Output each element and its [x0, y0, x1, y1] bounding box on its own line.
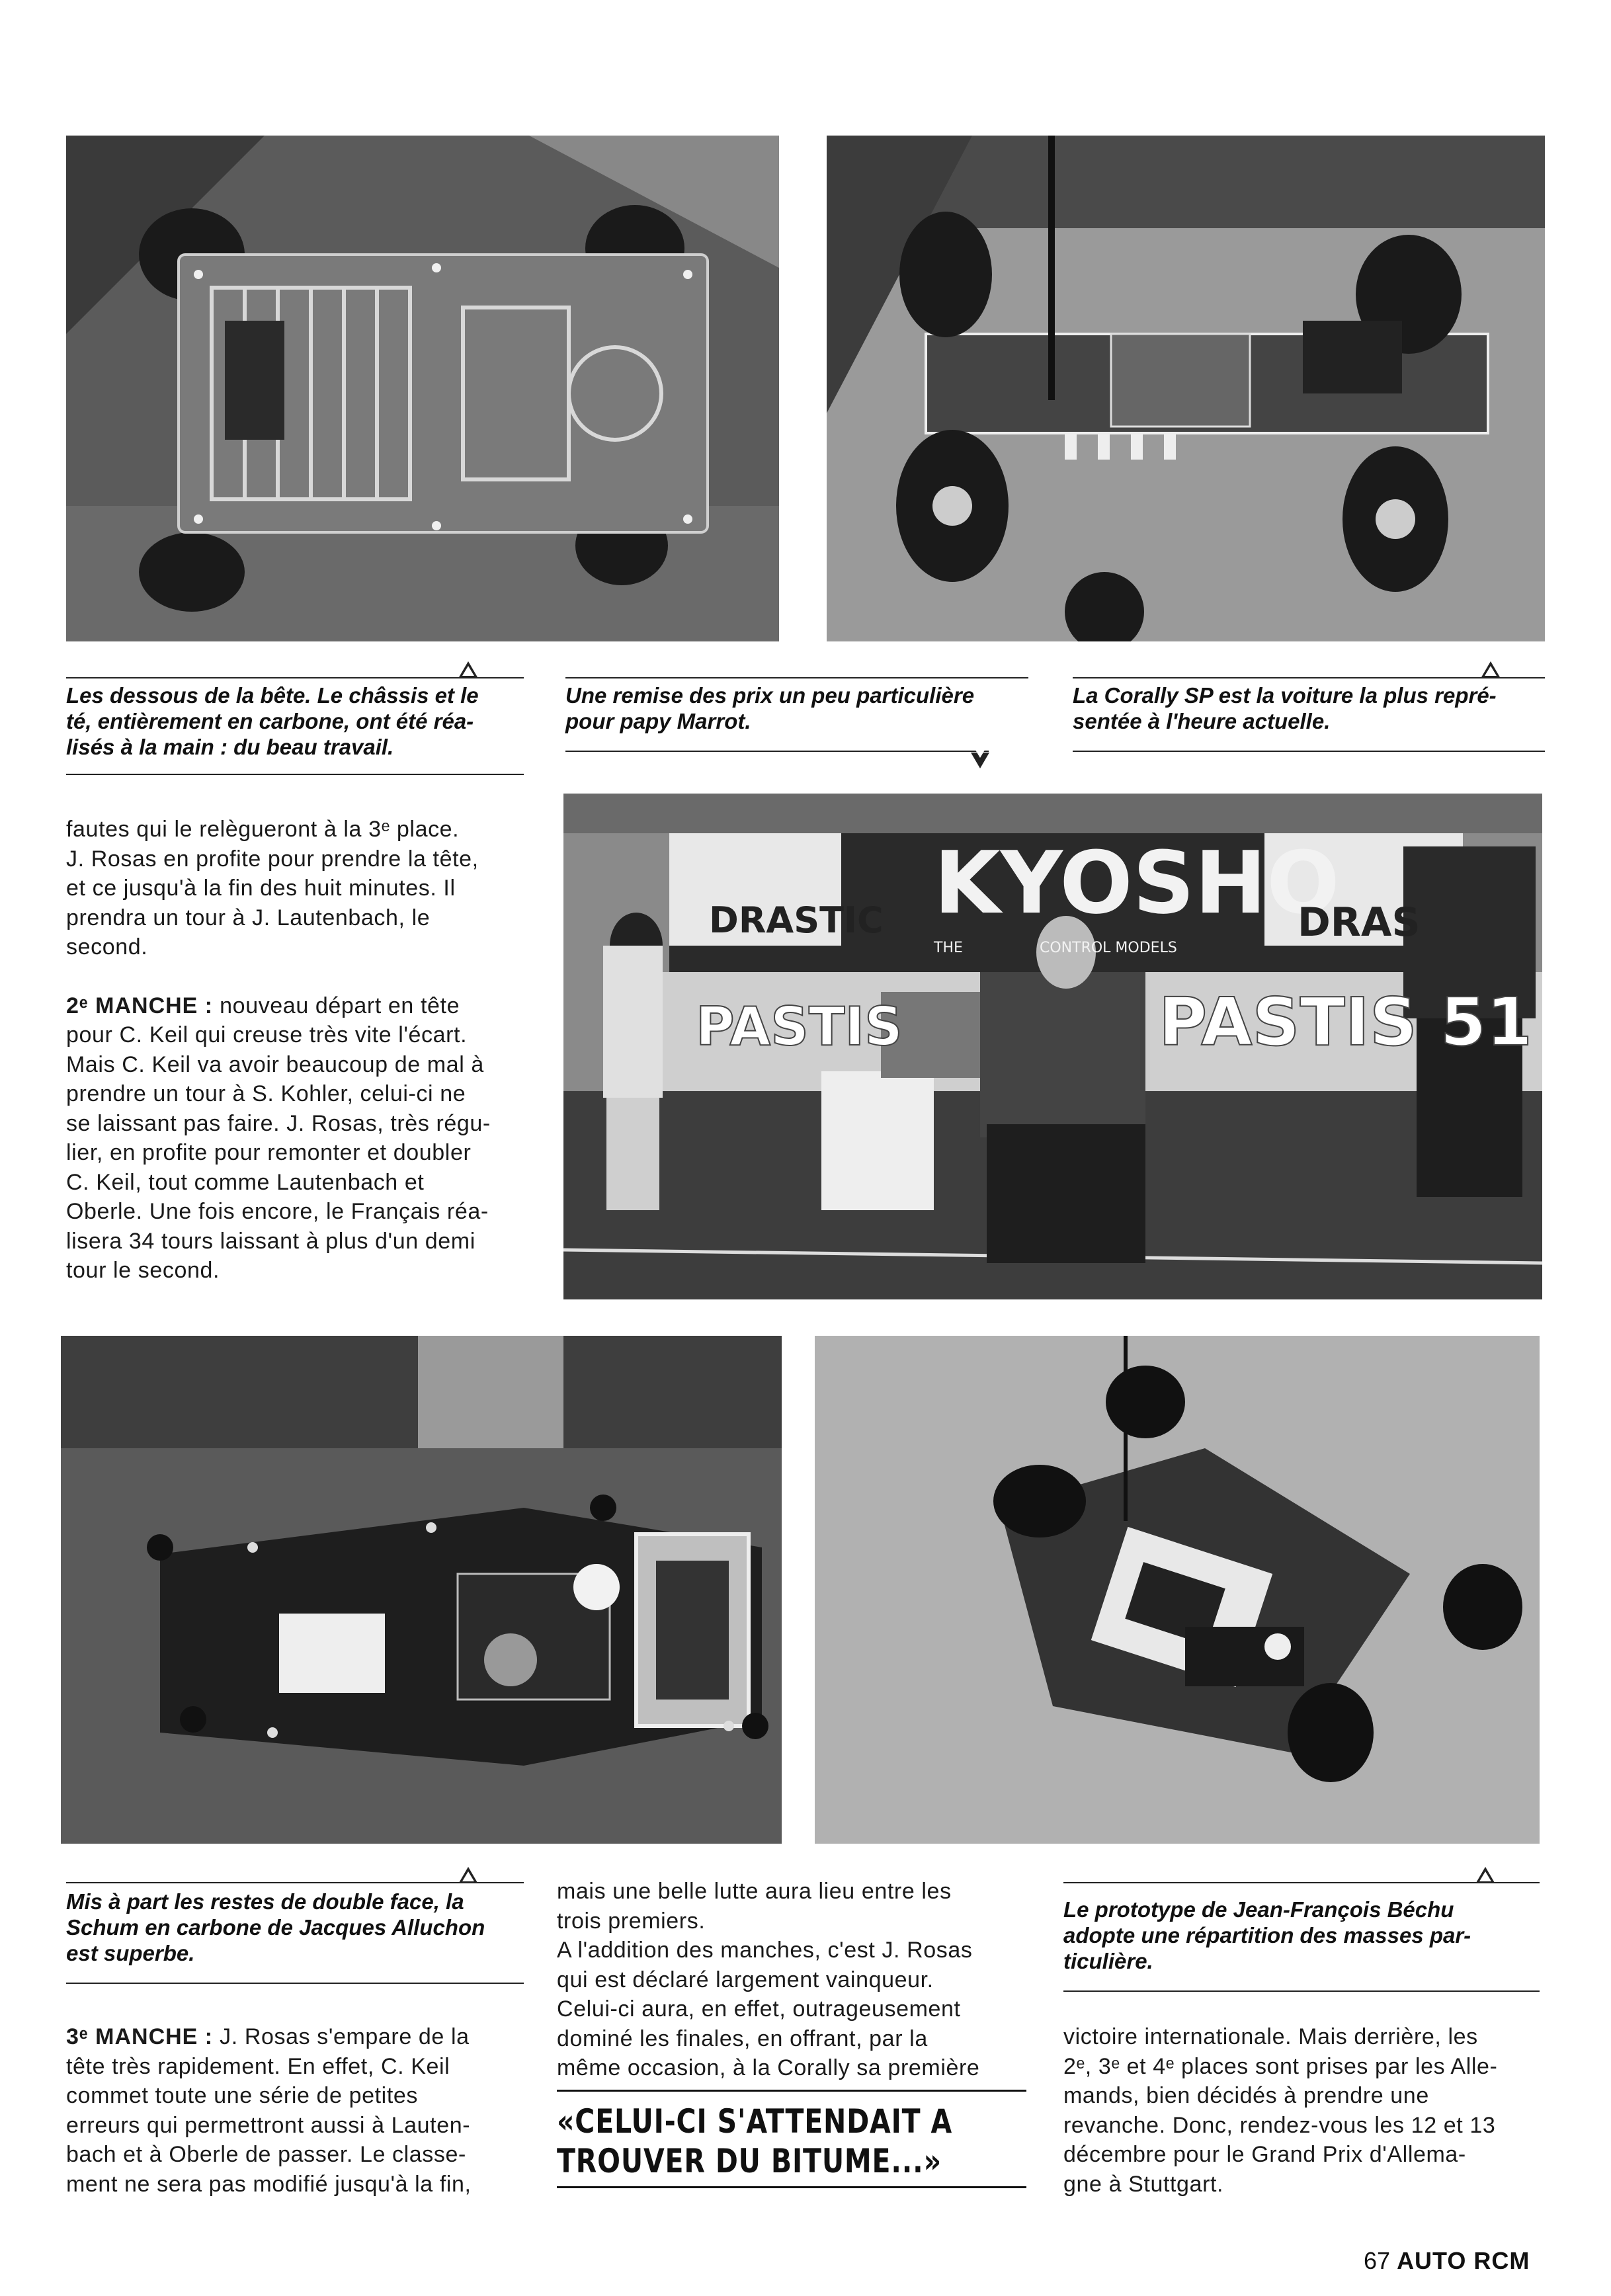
banner-drastic-right-text: DRAS [1298, 899, 1421, 946]
caption-rule [66, 677, 524, 678]
pull-quote: «CELUI-CI S'ATTENDAIT A TROUVER DU BITUME...» [557, 2102, 953, 2180]
photo-corally-sp [827, 136, 1545, 641]
banner-the-text: THE [934, 940, 963, 956]
caption-rule [1073, 677, 1545, 678]
caption-rule [565, 751, 989, 752]
triangle-marker-icon [1481, 661, 1500, 677]
article-text-block-1: fautes qui le relègueront à la 3ᵉ place. J. Rosas en profite pour prendre la tête, et ce jusqu'à la fin des huit minutes. Il prendra un tour à J. Lautenbach, le second. 2ᵉ MANCHE : nouveau départ en tête pour C. Keil qui creuse très vite l'écart. Mais C. Keil va avoir beaucoup de mal à prendre un tour à S. Kohler, celui-ci ne se laissant pas faire. J. Rosas, très régu- lier, en profite pour remonter et doubler C. Keil, tout comme Lautenbach et Oberle. Une fois encore, le Français réa- lisera 34 tours laissant à plus d'un demi tour le second. [66, 815, 522, 1286]
pull-quote-rule-bottom [557, 2186, 1026, 2188]
caption-corally: La Corally SP est la voiture la plus repré- sentée à l'heure actuelle. [1073, 683, 1497, 733]
triangle-marker-icon [1476, 1867, 1495, 1883]
page-folio [1364, 2247, 1530, 2275]
photo-prize-giving [563, 794, 1542, 1299]
caption-rule [1073, 751, 1545, 752]
manche-3-paragraph: 3ᵉ MANCHE : J. Rosas s'empare de la [66, 2024, 470, 2049]
article-text-manche-3: 3ᵉ MANCHE : J. Rosas s'empare de la tête très rapidement. En effet, C. Keil commet toute une série de petites erreurs qui permettront aussi à Lauten- bach et à Oberle de passer. Le classe- ment ne sera pas modifié jusqu'à la fin, [66, 2022, 522, 2199]
photo-schum-chassis [61, 1336, 782, 1844]
banner-control-models-text: CONTROL MODELS [1040, 940, 1177, 956]
photo-chassis-underside [66, 136, 779, 641]
caption-rule [66, 1983, 524, 1984]
caption-prize: Une remise des prix un peu particulière pour papy Marrot. [565, 683, 975, 733]
caption-rule [565, 677, 1028, 678]
caption-schum: Mis à part les restes de double face, la Schum en carbone de Jacques Alluchon est superbe. [66, 1889, 485, 1965]
photo-prototype [815, 1336, 1540, 1844]
caption-rule [66, 1882, 524, 1883]
triangle-marker-icon [971, 753, 989, 768]
caption-rule [66, 774, 524, 775]
banner-kyosho-text: KYOSHO [934, 833, 1340, 933]
banner-pastis-left-text: PASTIS [696, 996, 903, 1057]
magazine-name: AUTO RCM [1397, 2247, 1530, 2274]
caption-rule [1063, 1882, 1540, 1883]
banner-pastis-text: PASTIS 51 [1159, 983, 1532, 1061]
pull-quote-rule-top [557, 2090, 1026, 2092]
caption-prototype: Le prototype de Jean-François Béchu adopte une répartition des masses par- ticulière. [1063, 1897, 1471, 1973]
manche-2-paragraph: 2ᵉ MANCHE : nouveau départ en tête [66, 993, 460, 1018]
caption-rule [1063, 1990, 1540, 1992]
triangle-marker-icon [459, 1867, 477, 1883]
caption-chassis: Les dessous de la bête. Le châssis et le té, entièrement en carbone, ont été réa- lisés à la main : du beau travail. [66, 683, 479, 759]
article-text-column-3: victoire internationale. Mais derrière, les 2ᵉ, 3ᵉ et 4ᵉ places sont prises par les Alle- mands, bien décidés à prendre une revanche. Donc, rendez-vous les 12 et 13 décembre pour le Grand Prix d'Allema- gne à Stuttgart. [1063, 2024, 1498, 2197]
triangle-marker-icon [459, 661, 477, 677]
article-text-column-2: mais une belle lutte aura lieu entre les trois premiers. A l'addition des manches, c'est J. Rosas qui est déclaré largement vainqueur. Celui-ci aura, en effet, outrageusement dominé les finales, en offrant, par la même occasion, à la Corally sa première [557, 1879, 980, 2080]
page-number: 67 [1364, 2247, 1391, 2274]
banner-drastic-left-text: DRASTIC [709, 899, 884, 941]
